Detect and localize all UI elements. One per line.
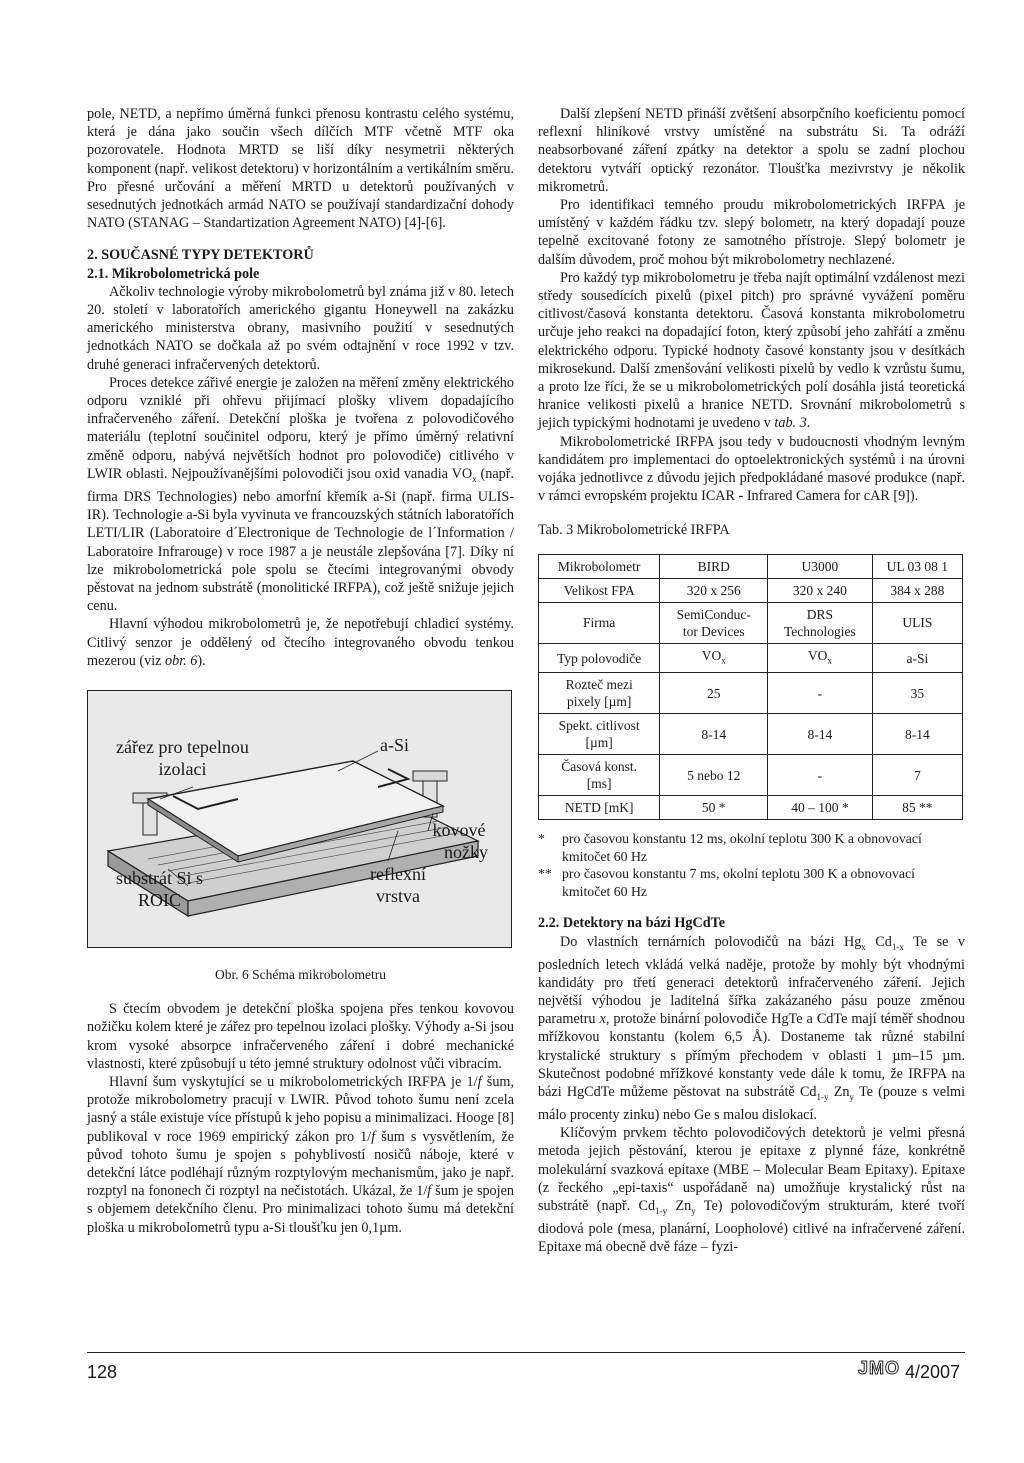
right-column <box>538 105 965 1257</box>
table-cell: 8-14 <box>768 714 873 755</box>
table-cell: 7 <box>872 755 962 796</box>
subsection-heading: 2.2. Detektory na bázi HgCdTe <box>538 915 726 932</box>
table-cell: NETD [mK] <box>539 796 660 820</box>
paragraph: Další zlepšení NETD přináší zvětšení absorpčního koeficientu pomocí reflexní hliníkové vrstvy umístěné na substrátu Si. Ta odráží neabsorbované záření zpátky na detektor a spolu se zadní plochou detektoru vytváří optický rezonátor. Tloušťka mezivrstvy je několik mikrometrů. <box>538 106 965 195</box>
figure-microbolometer <box>87 690 512 948</box>
paragraph: Do vlastních ternárních polovodičů na bázi $Hg_x$ $Cd_{1-x}$ Te se v posledních letech vkládá velká naděje, protože by mohly být vhodnými kandidáty pro třetí generaci detektorů infračerveného záření. Jejich největší výhodou je laditelná šířka zakázaného pásu pouze změnou parametru x, protože binární polovodiče HgTe a CdTe mají téměř shodnou mřížkovou konstantu (kolem 6,5 Å). Dostaneme tak různé stabilní krystalické struktury s přímým přechodem v oblasti 1 µm–15 µm. Skutečnost podobné mřížkové konstanty vede dále k tomu, že IRFPA na bázi HgCdTe můžeme pěstovat na substrátě $Cd_{1-y}$ $Zn_y$ Te (pouze s velmi málo procenty zinku) nebo Ge s malou dislokací. <box>538 933 966 1124</box>
table-cell: - <box>768 673 873 714</box>
table-row <box>539 602 963 643</box>
table-cell: SemiConduc- tor Devices <box>660 602 768 643</box>
paragraph: S čtecím obvodem je detekční ploška spojena přes tenkou kovovou nožičku kolem které je zářez pro tepelnou izolaci plošky. Výhody a-Si jsou krom vysoké absorpce infračerveného záření i dobré mechanické vlastnosti, které způsobují u této jemné struktury odolnost vůči vibracím. <box>87 1001 514 1072</box>
table-cell: BIRD <box>660 554 768 578</box>
paragraph: Klíčovým prvkem těchto polovodičových detektorů je velmi přesná metoda jejich pěstování, kterou je epitaxe z plynné fáze, konkrétně molekulární svazková epitaxe (MBE – Molecular Beam Epitaxy). Epitaxe (z řeckého „epi-taxis“ uspořádaně na) umožňuje krystalický růst na substrátě (např. $Cd_{1-y}$ $Zn_y$ Te) polovodičovým strukturám, které tvoří diodová pole (mesa, planární, Loopholové) citlivé na infračervené záření. Epitaxe má obecně dvě fáze – fyzi- <box>538 1125 965 1256</box>
table-cell: Typ polovodiče <box>539 643 660 673</box>
paragraph: Mikrobolometrické IRFPA jsou tedy v budoucnosti vhodným levným kandidátem pro implementaci do optoelektronických systémů i na úrovni vojáka jednotlivce z důvodu jejich předpokládané masové produkce (např. v rámci evropském projektu ICAR - Infrared Camera for cAR [9]). <box>538 433 965 505</box>
figure-caption: Obr. 6 Schéma mikrobolometru <box>215 966 386 982</box>
table-cell: UL 03 08 1 <box>872 554 962 578</box>
table-cell: Firma <box>539 602 660 643</box>
subsection-heading: 2.1. Mikrobolometrická pole <box>87 265 260 282</box>
table-cell: 5 nebo 12 <box>660 755 768 796</box>
table-cell: 320 x 256 <box>660 578 768 602</box>
label-a-si: a-Si <box>380 734 409 755</box>
table-row <box>539 673 963 714</box>
table-row <box>539 643 963 673</box>
table-row <box>539 755 963 796</box>
table-cell: 50 * <box>660 796 768 820</box>
table-cell: Časová konst. [ms] <box>539 755 660 796</box>
table-row <box>539 554 963 578</box>
table-cell: 8-14 <box>872 714 962 755</box>
table-note: ** pro časovou konstantu 7 ms, okolní teplotu 300 K a obnovovací kmitočet 60 Hz <box>538 866 915 899</box>
table-cell: Mikrobolometr <box>539 554 660 578</box>
label-substrate: substrát Si s ROIC <box>116 867 204 910</box>
table-cell: U3000 <box>768 554 873 578</box>
table-note: * pro časovou konstantu 12 ms, okolní teplotu 300 K a obnovovací kmitočet 60 Hz <box>538 831 922 864</box>
paragraph: Pro každý typ mikrobolometru je třeba najít optimální vzdálenost mezi středy sousedících pixelů (pixel pitch) pro správné vyvážení poměru citlivost/časová konstanta detektoru. Časová konstanta mikrobolometru určuje jeho reakci na dopadající foton, který způsobí jeho zahřátí a změnu elektrického odporu. Typické hodnoty časové konstanty jsou v desítkách mikrosekund. Další zmenšování velikosti pixelů by vedlo k vzrůstu šumu, a proto lze říci, že se u mikrobolometrických polí dosáhla jistá teoretická hranice velikosti pixelů a hranice NETD. Srovnání mikrobolometrů s jejich typickými hodnotami je uvedeno v tab. 3. <box>538 269 965 432</box>
label-metal-legs: kovové nožky <box>432 819 488 862</box>
table-cell: 25 <box>660 673 768 714</box>
paragraph: Hlavní výhodou mikrobolometrů je, že nepotřebují chladicí systémy. Citlivý senzor je oddělený od čtecího integrovaného obvodu tenkou mezerou (viz obr. 6). <box>87 616 514 669</box>
table-notes <box>538 830 965 900</box>
table-cell: Velikost FPA <box>539 578 660 602</box>
table-title: Tab. 3 Mikrobolometrické IRFPA <box>538 522 730 539</box>
paragraph: Hlavní šum vyskytující se u mikrobolometrických IRFPA je 1/f šum, protože mikrobolometry pracují v LWIR. Původ tohoto šumu není zcela jasný a stále existuje více přístupů k jeho popisu a minimalizaci. Hooge [8] publikoval v roce 1969 empirický zákon pro 1/f šum s vysvětlením, že původ tohoto šumu je spojen s pohyblivostí nosičů náboje, které v detekční látce podléhají různým rozptylovým mechanismům, jako je např. rozptyl na fononech či rozptyl na nečistotách. Ukázal, že 1/f šum je spojen s objemem detekčního členu. Pro minimalizaci tohoto šumu má detekční ploška u mikrobolometrů typu a-Si tloušťku jen 0,1µm. <box>87 1073 514 1236</box>
table-cell: a-Si <box>872 643 962 673</box>
label-thermal-slot: zářez pro tepelnou izolaci <box>116 736 249 779</box>
paragraph: Pro identifikaci temného proudu mikrobolometrických IRFPA je umístěný v každém řádku tzv. slepý bolometr, na který dopadají pouze tepelně excitované fotony ze samotného přístroje. Slepý bolometr je dalším důvodem, proč mohou být mikrobolometry nechlazené. <box>538 197 965 268</box>
table-cell: - <box>768 755 873 796</box>
section-heading: 2. SOUČASNÉ TYPY DETEKTORŮ <box>87 247 314 264</box>
page-number: 128 <box>87 1362 118 1382</box>
table-cell: DRS Technologies <box>768 602 873 643</box>
paragraph: Ačkoliv technologie výroby mikrobolometrů byl známa již v 80. letech 20. století v laboratořích amerického gigantu Honeywell na zakázku amerického ministerstva obrany, masivního použití v sesednutých jednotkách NATO se dočkala až po svém odtajnění v roce 1992 v tzv. druhé generaci infračervených detektorů. <box>87 283 514 373</box>
table-cell: $VO_x$ <box>768 643 873 673</box>
table-cell: 320 x 240 <box>768 578 873 602</box>
table-cell: Spekt. citlivost [µm] <box>539 714 660 755</box>
table-cell: Rozteč mezi pixely [µm] <box>539 673 660 714</box>
table-cell: 35 <box>872 673 962 714</box>
paragraph: pole, NETD, a nepřímo úměrná funkci přenosu kontrastu celého systému, která je dána jako součin všech dílčích MTF včetně MTF oka pozorovatele. Hodnota MRTD se liší díky nesymetrii některých komponent (např. velikost detektoru) v horizontálním a vertikálním směru. Pro přesné určování a měření MRTD u detektorů používaných v sesednutých jednotkách armád NATO se používají standardizační dohody NATO (STANAG – Standartization Agreement NATO) [4]-[6]. <box>87 106 514 232</box>
irfpa-table <box>538 554 963 821</box>
footer-rule <box>87 1352 965 1353</box>
table-cell: 384 x 288 <box>872 578 962 602</box>
table-cell: 85 ** <box>872 796 962 820</box>
left-column <box>87 105 514 1237</box>
table-cell: 40 – 100 * <box>768 796 873 820</box>
table-cell: 8-14 <box>660 714 768 755</box>
table-cell: ULIS <box>872 602 962 643</box>
journal-logo: JMO <box>858 1358 901 1378</box>
issue-number: 4/2007 <box>905 1362 961 1382</box>
table-cell: $VO_x$ <box>660 643 768 673</box>
paragraph: Proces detekce zářivé energie je založen na měření změny elektrického odporu vzniklé při ohřevu přijímací plošky vlivem dopadajícího infračerveného záření. Detekční ploška je tvořena z polovodičového materiálu (teplotní součinitel odporu, který je přímo úměrný relativní změně odporu, nabývá největších hodnot pro polovodiče) citlivého v LWIR oblasti. Nejpoužívanějšími polovodiči jsou oxid vanadia $VO_x$ (např. firma DRS Technologies) nebo amorfní křemík a-Si (např. firma ULIS-IR). Technologie a-Si byla vyvinuta ve francouzských státních laboratořích LETI/LIR (Laboratoire d´Electronique de Technologie de l´Information / Laboratoire Infrarouge) v roce 1987 a je neustále zlepšována [7]. Díky ní lze mikrobolometrická pole spolu se čtecími integrovanými obvody pěstovat na jednom substrátě (monolitické IRFPA), což ještě snižuje jejich cenu. <box>87 374 514 615</box>
table-row <box>539 578 963 602</box>
label-reflective-layer: reflexní vrstva <box>370 863 426 906</box>
table-row <box>539 796 963 820</box>
table-row <box>539 714 963 755</box>
